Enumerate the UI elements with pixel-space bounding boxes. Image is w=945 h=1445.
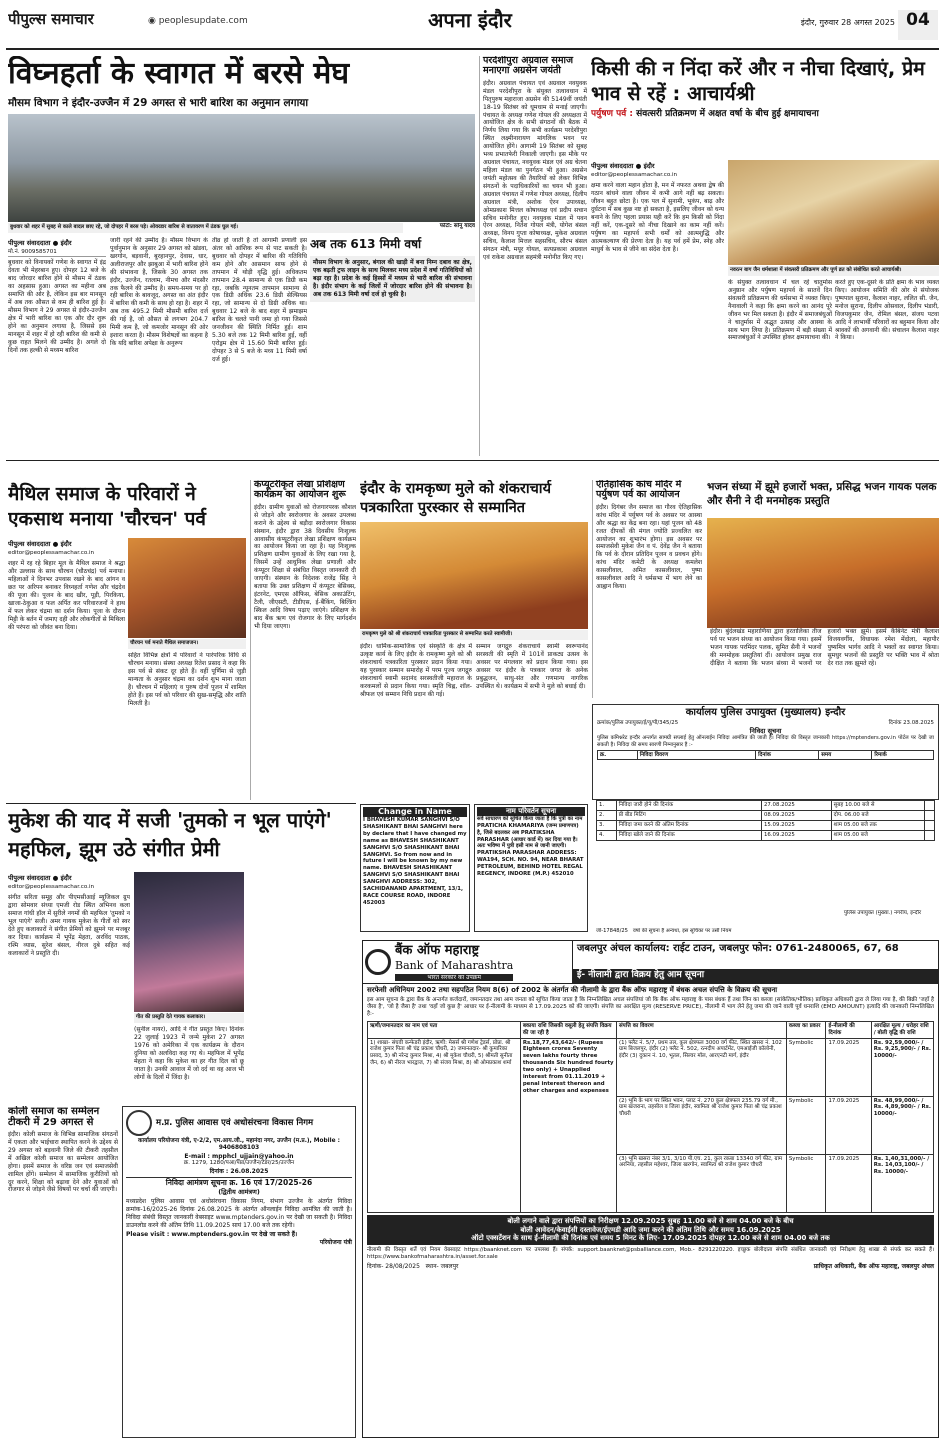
byline: पीपुल्स संवाददाता <box>8 239 51 247</box>
acharya-col-2: के संयुक्त तत्वावधान में चल रहे चातुर्मास अनुष्ठान और पर्युषण महापर्व के सातवें दिन संवत्सरी प्रतिक्रमण की धर्मसभा में व्यक्त किए। नैनावाली ने कहा कि क्षमा करने का आनंद पूरे जीवन भर मिल सकता है। इंदौर में समाजबंधुओं ने चातुर्मास में अद्भुत उत्साह और आस्था के साथ भाग लिया है। प्रतिक्रमण में बड़ी संख्या में समाजबंधुओं ने उपस्थित होकर क्षमायाचना की। <box>728 279 832 342</box>
lead-col-3: तीव्र हो जाती है तो आगामी प्रणाली इस अंतर को आंशिक रूप से पाट सकती है। बुधवार को दोपहर में बारिश की गतिविधि कम होने और आसमान साफ होने से तापमान में थोड़ी वृद्धि हुई। अधिकतम तापमान 28.4 सामान्य से एक डिग्री कम रहा, जबकि न्यूनतम तापमान सामान्य से एक डिग्री अधिक 23.6 डिग्री सेल्सियस रहा, जो सामान्य से दो डिग्री अधिक था। बुधवार 12 बजे के बाद शहर में झमाझम बारिश के चलते पानी जमा हो गया जिससे जनजीवन की स्थिति निर्मित हुई। शाम 5.30 बजे तक 12 मिमी बारिश हुई, वहीं एरोड्रम क्षेत्र में 15.60 मिमी बारिश हुई। दोपहर 3 से 5 बजे के मध्य 11 मिमी वर्षा दर्ज हुई। <box>212 237 307 363</box>
paper-name: पीपुल्स समाचार <box>8 10 94 28</box>
acharya-subhead: पर्युषण पर्व : संवत्सरी प्रतिक्रमण में अक्षत वर्षा के बीच हुई क्षमायाचना <box>591 108 819 119</box>
bank-bid-dates: बोली लगाने वाले द्वारा संपत्तियों का निरीक्षण 12.09.2025 सुबह 11.00 बजे से शाम 04.00 बजे के बीच बोली आवेदन/केवाईसी दस्तावेज/ईएमडी आदि जमा करने की अंतिम तिथि और समय 16.09.2025 ऑटो एक्सटेंशन के साथ ई-नीलामी की दिनांक एवं समय 5 मिनट के लिए- 17.09.2025 दोपहर 12.00 बजे से शाम 04.00 बजे तक <box>367 1215 934 1246</box>
story-agrasen <box>479 56 587 456</box>
table-row: (3) भूमि खसरा नंबर 3/1, 3/10 पी.एच. 21, कुल रकबा 13340 वर्ग फीट, ग्राम अरनिया, तहसील महेश्वर, जिला खरगोन, स्वामित्व श्री राजेश कुमार चौधरी Symbolic 17.09.2025 Rs. 1,40,31,000/- / Rs. 14,03,100/- / Rs. 10000/- <box>368 1154 934 1212</box>
table-row: 4. निविदा खोले जाने की दिनांक 16.09.2025 शाम 05.00 बजे <box>597 830 935 840</box>
mukesh-headline: मुकेश की याद में सजी 'तुमको न भूल पाएंगे' महफिल, झूम उठे संगीत प्रेमी <box>8 808 332 861</box>
mukesh-photo-caption: गीत की प्रस्तुति देते गायक कलाकार। <box>134 1013 244 1023</box>
award-photo-caption: रामकृष्ण मुले को श्री शंकराचार्य पत्रकारिता पुरस्कार से सम्मानित करते स्वामीजी। <box>360 630 588 640</box>
police-housing-tender: म.प्र. पुलिस आवास एवं अधोसंरचना विकास निगम कार्यालय परियोजना यंत्री, ए-2/2, एम.आय.जी., महानंदा नगर, उज्जैन (म.प्र.), Mobile : 9406808103 E-mail : mpphcl_ujjain@yahoo.in क्र. 1279, 1280/पआ/पप्रा/उज्जैन/टेडर/25/उज्जैन दिनांक : 26.08.2025 निविदा आमंत्रण सूचना क्र. 16 एवं 17/2025-26 (द्वितीय आमंत्रण) मध्यप्रदेश पुलिस आवास एवं अधोसंरचना विकास निगम, संभाग उज्जैन के अंतर्गत निविदा क्रमांक-16/2025-26 दिनांक 26.08.2025 के अंतर्गत ऑनलाईन निविदा आमंत्रित की जाती है। निविदा संबंधी विस्तृत जानकारी वेबसाइट www.mptenders.gov.in पर देखी जा सकती है। निविदा डाउनलोड करने की अंतिम तिथि 11.09.2025 सायं 17.00 बजे तक रहेगी। Please visit : www.mptenders.gov.in पर देखे जा सकते हैं। परियोजना यंत्री <box>122 1106 356 1438</box>
emblem-icon <box>126 1110 152 1136</box>
maithil-photo <box>128 538 246 638</box>
section-title: अपना इंदौर <box>428 8 512 32</box>
table-row: 2. प्री बीड मिटिंग 08.09.2025 दोप. 06.00 बजे <box>597 810 935 820</box>
table-row: 1. निविदा जारी होने की दिनांक 27.08.2025 सुबह 10.00 बजे से <box>597 801 935 811</box>
maithil-photo-caption: चौरचन पर्व मनाते मैथिल समाजजन। <box>128 639 246 649</box>
rain-box-text: मौसम विभाग के अनुसार, बंगाल की खाड़ी में बना निम्न दबाव का क्षेत्र, एक बढ़ती ट्रफ लाइन के साथ मिलकर मध्य प्रदेश में वर्षा गतिविधियों को बढ़ा रहा है। प्रदेश के कई हिस्सों में मध्यम से भारी बारिश की संभावना है। इंदौर संभाग के कई जिलों में जोरदार बारिश होने की संभावना है। अब तक 613 मिमी वर्षा दर्ज हो चुकी है। <box>310 256 475 302</box>
bhajan-headline: भजन संध्या में झूमे हजारों भक्त, प्रसिद्ध भजन गायक पलक और सैनी ने दी मनमोहक प्रस्तुति <box>707 481 937 508</box>
website: ◉ peoplesupdate.com <box>148 16 248 26</box>
acharya-headline: किसी की न निंदा करें और न नीचा दिखाएं, प्रेम भाव से रहें : आचार्यश्री <box>591 57 925 106</box>
police-signature: पुलिस उपायुक्त (मुख्या.) नगरीय, इन्दौर <box>843 910 922 916</box>
bhajan-col: इंदौर। बुंदेलखंड महाराणिया द्वारा हरतालिका तीज पर्व पर भजन संध्या का आयोजन किया गया। इसमें भजन गायक परमिंदर पलक, सुमित सैनी ने भजनों की मनमोहक प्रस्तुतियां दीं। आयोजन प्रमुख राज दीक्षित ने बताया कि भजन संध्या में भजनों पर हजारों भक्त झूमे। इसमें कैबिनेट मंत्री कैलाश विजयवर्गीय, विधायक रमेश मेंदोला, महापौर पुष्यमित्र भार्गव आदि ने भक्तों का स्वागत किया। सुमधुर भजनों की प्रस्तुति पर भक्ति भाव में श्रोता देर रात तक झूमते रहे। <box>710 628 939 667</box>
bank-auction-table: ऋणी/जमानतदार का नाम एवं पता बकाया राशि जिसकी वसूली हेतु संपत्ति विक्रय की जा रही है संपत्ति का विवरण कब्जा का प्रकार ई-नीलामी की दिनांक आरक्षित मूल्य / धरोहर राशि / बोली वृद्धि की राशि 1) शाखा- संघवी कन्फेडरी इंदौर, ऋणी: मेसर्स श्री गणेश ट्रेडर्स, प्रोप्रा. श्री राजेश कुमार पिता श्री चंद्र प्रकाश चौधरी, 2) जमानतदार- श्री कुमारिका प्रसाद, 3) श्री नरेन्द्र कुमार मिश्रा, 4) श्री मुकेश चौधरी, 5) श्रीमती सुनीता जैन, 6) श्री नीरज भारद्वाज, 7) श्री संजय मिश्रा, 8) श्री ओमप्रकाश शर्मा Rs.18,77,43,642/- (Rupees Eighteen crores Seventy seven lakhs fourty three thousands Six hundred fourty two only) + Unapplied interest from 01.11.2019 + penal interest thereon and other charges and expenses (1) फ्लैट नं. 5/7, प्रथम तल, कुल क्षेत्रफल 3000 वर्ग फीट, स्थित खसरा नं. 102 ग्राम बिजलपुर, इंदौर (2) फ्लैट नं. 502, रत्नदीप अपार्टमेंट, एमआईजी कॉलोनी, इंदौर (3) दुकान नं. 10, भूतल, सिल्वर मॉल, आरएनटी मार्ग, इंदौर Symbolic 17.09.2025 Rs. 92,59,000/- / Rs. 9,25,900/- / Rs. 10000/- (2) भूमि के भाग पर स्थित भवन, प्लाट नं. 270 कुल क्षेत्रफल 235.79 वर्ग मी., ग्राम खजराना, तहसील व जिला इंदौर, स्वामित्व श्री राजेश कुमार पिता श्री चंद्र प्रकाश चौधरी Symbolic 17.09.2025 Rs. 48,99,000/- / Rs. 4,89,900/- / Rs. 10000/- (3) भूमि खसरा नंबर 3/1, 3/10 पी.एच. 21, कुल रकबा 13340 वर्ग फीट, ग्राम अरनिया, तहसील महेश्वर, जिला खरगोन, स्वामित्व श्री राजेश कुमार चौधरी Symbolic 17.09.2025 Rs. 1,40,31,000/- / Rs. 14,03,100/- / Rs. 10000/- <box>367 1021 934 1213</box>
table-row: 1) शाखा- संघवी कन्फेडरी इंदौर, ऋणी: मेसर्स श्री गणेश ट्रेडर्स, प्रोप्रा. श्री राजेश कुमार पिता श्री चंद्र प्रकाश चौधरी, 2) जमानतदार- श्री कुमारिका प्रसाद, 3) श्री नरेन्द्र कुमार मिश्रा, 4) श्री मुकेश चौधरी, 5) श्रीमती सुनीता जैन, 6) श्री नीरज भारद्वाज, 7) श्री संजय मिश्रा, 8) श्री ओमप्रकाश शर्मा Rs.18,77,43,642/- (Rupees Eighteen crores Seventy seven lakhs fourty three thousands Six hundred fourty two only) + Unapplied interest from 01.11.2019 + penal interest thereon and other charges and expenses (1) फ्लैट नं. 5/7, प्रथम तल, कुल क्षेत्रफल 3000 वर्ग फीट, स्थित खसरा नं. 102 ग्राम बिजलपुर, इंदौर (2) फ्लैट नं. 502, रत्नदीप अपार्टमेंट, एमआईजी कॉलोनी, इंदौर (3) दुकान नं. 10, भूतल, सिल्वर मॉल, आरएनटी मार्ग, इंदौर Symbolic 17.09.2025 Rs. 92,59,000/- / Rs. 9,25,900/- / Rs. 10000/- <box>368 1038 934 1096</box>
award-headline: इंदौर के रामकृष्ण मुले को शंकराचार्य पत्रकारिता पुरस्कार से सम्मानित <box>360 481 551 516</box>
agrasen-text: इंदौर। अग्रवाल पंचायत एवं अग्रवाल नवयुवक मंडल परदेशीपुरा के संयुक्त तत्वावधान में पितृपुरुष महाराजा अग्रसेन की 5149वीं जयंती 18-19 सितंबर को धूमधाम से मनाई जाएगी। पंचायत के अध्यक्ष गणेश गोयल की अध्यक्षता में आयोजित क्षेत्र के सभी संगठनों की बैठक में निर्णय लिया गया कि सभी कार्यक्रम परदेशीपुरा स्थित लक्ष्मीनारायण मांगलिक भवन पर आयोजित होंगे। आगामी 19 सितंबर को सुबह भव्य प्रभातफेरी निकाली जाएगी। इस मौके पर अग्रवाल पंचायत, नवयुवक मंडल एवं अग्र चेतना महिला मंडल का पुनर्गठन भी हुआ। अग्रसेन जयंती महोत्सव की तैयारियों को लेकर विभिन्न संगठनों के पदाधिकारियों का चयन भी हुआ। अग्रवाल पंचायत में गणेश गोयल अध्यक्ष, दिलीप अग्रवाल मंत्री, अशोक ऐरन उपाध्यक्ष, ओमप्रकाश मित्तल कोषाध्यक्ष एवं प्रदीप सचान सचिव मनोनीत हुए। नवयुवक मंडल में पवन ऐरन अध्यक्ष, नितेश गोयल मंत्री, योगेश बंसल अध्यक्ष, विनय गुप्ता कोषाध्यक्ष, मुकेश अग्रवाल सचिव, कैलाश मित्तल सहसचिव, सौरभ बंसल संगठन मंत्री, मयूर गोयल, सत्यप्रकाश अग्रवाल एवं राकेश अग्रवाल सहमंत्री मनोनीत किए गए। <box>483 79 587 262</box>
lead-subhead: मौसम विभाग ने इंदौर-उज्जैन में 29 अगस्त से भारी बारिश का अनुमान लगाया <box>8 97 309 109</box>
police-notice-title: कार्यालय पुलिस उपायुक्त (मुख्यालय) इन्दौर <box>685 707 846 718</box>
lead-col-1: पीपुल्स संवाददाता ● इंदौर मो.नं. 9009585701 बुधवार को विनायकों गणेश के स्वागत में इंद्र देवता भी मेहरबान हुए। दोपहर 12 बजे के बाद जोरदार बारिश होने से मौसम में ठंडक का अहसास हुआ। अगस्त का महीना अब समाप्ति की ओर है, लेकिन इस बार मानसून में अब तक औसत से कम ही बारिश हुई है। मौसम विभाग ने 29 अगस्त से इंदौर-उज्जैन क्षेत्र में भारी बारिश का एक और दौर शुरू होने का अनुमान लगाया है, जिससे इस मानसून में शहर में हो रही बारिश की कमी से कुछ राहत मिलने की उम्मीद है। अगले दो दिनों तक हल्की से मध्यम बारिश <box>8 239 106 354</box>
paper-logo <box>8 10 138 38</box>
masthead <box>0 0 945 50</box>
agrasen-headline: परदेशीपुरा अग्रवाल समाज मनाएगा अग्रसेन जयंती <box>483 56 574 77</box>
story-jain: ऐतिहासिक कांच मंदिर में पर्युषण पर्व का आयोजन इंदौर। दिगंबर जैन समाज का गौरव ऐतिहासिक कांच मंदिर में पर्युषण पर्व के अवसर पर आस्था और श्रद्धा का केंद्र बना रहा। यहां पूजन को 48 रजत दीपकों की मंगल ज्योति प्रज्वलित कर आयोजन का शुभारंभ होगा। इस अवसर पर समाजसेवी मुकेश जैन व पं. देवेंद्र जैन ने बताया कि पर्व के दौरान प्रतिदिन पूजन व प्रवचन होंगे। कांच मंदिर कमेटी के अध्यक्ष कमलेश कासलीवाल, अमित कासलीवाल, पुष्पा कासलीवाल आदि ने धर्मसभा में भाग लेने का आह्वान किया। <box>592 480 702 698</box>
mukesh-col-2: (सुनील नायर), आदि ने गीत प्रस्तुत किए। दिनांक 22 जुलाई 1923 में जन्मे मुकेश 27 अगस्त 1976 को अमेरिका में एक कार्यक्रम के दौरान दुनिया को अलविदा कह गए थे। महफिल में भूपेंद्र मेहता ने कहा कि मुकेश का हर गीत दिल को छू जाता है। उनकी आवाज में जो दर्द था वह आज भी लोगों के दिलों में जिंदा है। <box>134 1026 244 1081</box>
mukesh-photo <box>134 872 244 1012</box>
award-photo <box>360 522 588 629</box>
story-computer: कंप्यूटरीकृत लेखा प्रशिक्षण कार्यक्रम का आयोजन शुरू इंदौर। ग्रामीण युवाओं को रोजगारपरक कौशल से जोड़ने और स्वरोजगार के अवसर उपलब्ध कराने के उद्देश्य से बड़ौदा स्वरोजगार विकास संस्थान, इंदौर द्वारा 38 दिवसीय निःशुल्क आवासीय कंप्यूटरीकृत लेखा प्रशिक्षण कार्यक्रम का आयोजन किया जा रहा है। यह निःशुल्क प्रशिक्षण ग्रामीण युवाओं के लिए रखा गया है, जिसमें उन्हें आधुनिक लेखा प्रणाली और कंप्यूटर शिक्षा से संबंधित विस्तृत जानकारी दी जाएगी। संस्थान के निदेशक राजेंद्र सिंह ने बताया कि उक्त प्रशिक्षण में कंप्यूटर बेसिक्स, इंटरनेट, एमएस ऑफिस, बेसिक अकाउंटिंग, टैली, जीएसटी, टीडीएस, ई-बैंकिंग, बिल्डिंग स्किल आदि विषय पढ़ाए जाएंगे। प्रशिक्षण के बाद बैंक ऋण एवं रोजगार के लिए मार्गदर्शन भी दिया जाएगा। <box>250 480 356 800</box>
acharya-photo-caption: नवरत्न बाग जैन धर्मशाला में संवत्सरी प्रतिक्रमण और पूर्ण व्रत को संबोधित करते आचार्यश्री। <box>728 266 939 276</box>
bank-auction-ad: बैंक ऑफ महाराष्ट्र Bank of Maharashtra भारत सरकार का उपक्रम जबलपुर अंचल कार्यालय: राईट टाउन, जबलपुर फोन: 0761-2480065, 67, 68 ई- नीलामी द्वारा विक्रय हेतु आम सूचना सरफेसी अधिनियम 2002 तथा सहपठित नियम 8(6) of 2002 के अंतर्गत की नीलामी के द्वारा बैंक ऑफ महाराष्ट्र में बंधक अचल संपत्ति के विक्रय की सूचना इस आम सूचना के द्वारा बैंक के अन्तर्गत कर्जदारों, जमानतदार तथा आम जनता को सूचित किया जाता है कि निम्नलिखित अचल संपत्तियां जो कि बैंक ऑफ महाराष्ट्र के पास बंधक हैं तथा जिन का कब्जा (सांकेतिक/भौतिक) प्राधिकृत अधिकारी द्वारा ले लिया गया है, की बिक्री 'जहाँ है जैसा है', 'जो है जैसा है' तथा 'वहाँ जो कुछ है' आधार पर ई-नीलामी के माध्यम से 17.09.2025 को की जाएगी। संपत्ति का आरक्षित मूल्य (RESERVE PRICE), नीलामी में भाग लेने हेतु जमा की जाने वाली पूर्व धनराशि (EMD AMOUNT) इत्यादि की जानकारी निम्नलिखित है:- ऋणी/जमानतदार का नाम एवं पता बकाया राशि जिसकी वसूली हेतु संपत्ति विक्रय की जा रही है संपत्ति का विवरण कब्जा का प्रकार ई-नीलामी की दिनांक आरक्षित मूल्य / धरोहर राशि / बोली वृद्धि की राशि 1) शाखा- संघवी कन्फेडरी इंदौर, ऋणी: मेसर्स श्री गणेश ट्रेडर्स, प्रोप्रा. श्री राजेश कुमार पिता श्री चंद्र प्रकाश चौधरी, 2) जमानतदार- श्री कुमारिका प्रसाद, 3) श्री नरेन्द्र कुमार मिश्रा, 4) श्री मुकेश चौधरी, 5) श्रीमती सुनीता जैन, 6) श्री नीरज भारद्वाज, 7) श्री संजय मिश्रा, 8) श्री ओमप्रकाश शर्मा Rs.18,77,43,642/- (Rupees Eighteen crores Seventy seven lakhs fourty three thousands Six hundred fourty two only) + Unapplied interest from 01.11.2019 + penal interest thereon and other charges and expenses (1) फ्लैट नं. 5/7, प्रथम तल, कुल क्षेत्रफल 3000 वर्ग फीट, स्थित खसरा नं. 102 ग्राम बिजलपुर, इंदौर (2) फ्लैट नं. 502, रत्नदीप अपार्टमेंट, एमआईजी कॉलोनी, इंदौर (3) दुकान नं. 10, भूतल, सिल्वर मॉल, आरएनटी मार्ग, इंदौर Symbolic 17.09.2025 Rs. 92,59,000/- / Rs. 9,25,900/- / Rs. 10000/- (2) भूमि के भाग पर स्थित भवन, प्लाट नं. 270 कुल क्षेत्रफल 235.79 वर्ग मी., ग्राम खजराना, तहसील व जिला इंदौर, स्वामित्व श्री राजेश कुमार पिता श्री चंद्र प्रकाश चौधरी Symbolic 17.09.2025 Rs. 48,99,000/- / Rs. 4,89,900/- / Rs. 10000/- (3) भूमि खसरा नंबर 3/1, 3/10 पी.एच. 21, कुल रकबा 13340 वर्ग फीट, ग्राम अरनिया, तहसील महेश्वर, जिला खरगोन, स्वामित्व श्री राजेश कुमार चौधरी Symbolic 17.09.2025 Rs. 1,40,31,000/- / Rs. 14,03,100/- / Rs. 10000/- बोली लगाने वाले द्वारा संपत्तियों का निरीक्षण 12.09.2025 सुबह 11.00 बजे से शाम 04.00 बजे के बीच बोली आवेदन/केवाईसी दस्तावेज/ईएमडी आदि जमा करने की अंतिम तिथि और समय 16.09.2025 ऑटो एक्सटेंशन के साथ ई-नीलामी की दिनांक एवं समय 5 मिनट के लिए- 17.09.2025 दोपहर 12.00 बजे से शाम 04.00 बजे तक नीलामी की विस्तृत शर्तें एवं नियम वेबसाइट https://baanknet.com पर उपलब्ध हैं। संपर्क: support.baanknet@psballiance.com, Mob.- 8291220220. इच्छुक बोलीदाता संपत्ति संबंधित जानकारी एवं निरीक्षण हेतु शाखा से संपर्क कर सकते हैं। https://www.bankofmaharashtra.in/asset.for.sale दिनांक- 28/08/2025 स्थान- जबलपुर प्राधिकृत अधिकारी, बैंक ऑफ महाराष्ट्र, जबलपुर अंचल <box>362 940 939 1438</box>
acharya-photo <box>728 160 939 265</box>
lead-photo <box>8 114 475 222</box>
table-row: 3. निविदा जमा करने की अंतिम दिनांक 15.09.2025 शाम 05.00 बजे तक <box>597 820 935 830</box>
lead-photo-credit: फोटो: सोनू यादव <box>439 223 475 229</box>
computer-headline: कंप्यूटरीकृत लेखा प्रशिक्षण कार्यक्रम का आयोजन शुरू <box>254 480 346 501</box>
lead-photo-caption: बुधवार को शहर में सुबह से काले बादल छाए रहे, जो दोपहर में बरस पड़े। ओवरडार बारिश से वातावरण में ठंडक घुल गई। <box>8 223 403 233</box>
award-col-2: सम्मान जगद्गुरु शंकराचार्य स्वामी स्वरूपानंद सरस्वती की स्मृति में 101वें प्राकट्य उत्सव के अवसर पर मंगलवार को प्रदान किया गया। इस अवसर पर इंदौर के पत्रकार जगत के अनेक प्रबुद्धजन, साधु-संत और गणमान्य नागरिक उपस्थित थे। कार्यक्रम में सभी ने मुले को बधाई दी। <box>476 643 588 690</box>
police-table-rows <box>596 800 935 878</box>
globe-icon: ◉ <box>148 16 159 26</box>
lead-headline: विघ्नहर्ता के स्वागत में बरसे मेघ <box>8 56 350 91</box>
acharya-col-1: पीपुल्स संवाददाता ● इंदौर editor@peoplessamachar.co.in क्षमा करने वाला महान होता है, मन में नफरत अथवा द्वेष की गठान बांधने वाला जीवन में कभी आगे नहीं बढ़ सकता। जीवन बहुत छोटा है। एक पल में सुनामी, भूकंप, बाढ़ और दुर्घटना में सब कुछ नष्ट हो सकता है, इसलिए जीवन को धन्य बनाने के लिए पहला प्रयास यही करें कि हम किसी को निंदा नहीं करें, एक-दूसरे को नीचा दिखाने का काम नहीं करें। पर्युषण का महापर्व सभी धर्मों को आत्मशुद्धि और आत्मकल्याण की प्रेरणा देता है। यह पर्व हमें प्रेम, स्नेह और माधुर्य के भाव से जीने का संदेश देता है। <box>591 162 724 253</box>
story-koli: कोली समाज का सम्मेलन टीकरी में 29 अगस्त से इंदौर। कोली समाज के विभिन्न सामाजिक संगठनों में एकता और भाईचारा स्थापित करने के उद्देश्य से 29 अगस्त को बड़वानी जिले की टीकरी तहसील में अखिल कोली समाज का सम्मेलन आयोजित होगा। इसमें समाज के वरिष्ठ जन एवं समाजसेवी शामिल होंगे। सम्मेलन में सामाजिक कुरीतियों को दूर करने, शिक्षा को बढ़ावा देने और युवाओं को रोजगार से जोड़ने जैसे विषयों पर चर्चा की जाएगी। <box>8 1106 118 1194</box>
mobile-number: मो.नं. 9009585701 <box>8 249 106 257</box>
change-name-box: Change in Name I BHAVESH KUMAR SANGHVI S/O SHASHIKANT BHAI SANGHVI here by declare that I have changed my name as BHAVESH SHASHIKANT SANGHVI S/O SHASHIKANT BHAI SANGHVI. So from now and in future I will be known by my new name. BHAVESH SHASHIKANT SANGHVI S/O SHASHIKANT BHAI SANGHVI ADDRESS: 302, SACHIDANAND APARTMENT, 13/1, RACE COURSE ROAD, INDORE 452003 <box>360 804 470 932</box>
rain-box-title: अब तक 613 मिमी वर्षा <box>310 237 422 251</box>
page-number: 04 <box>898 10 938 40</box>
mukesh-col-1: पीपुल्स संवाददाता ● इंदौर editor@peoplessamachar.co.in संगीत सरिता समूह और पीएमसीआई म्यूजिकल ग्रुप द्वारा सोमवार संध्या एमजी रोड स्थित अभिनव कला समाज गांधी हॉल में सुरीले नगमों की महफिल 'तुमको न भूल पाएंगे' सजी। अमर गायक मुकेश के गीतों को स्वर देते हुए कलाकारों ने संगीत प्रेमियों को झूमने पर मजबूर कर दिया। कार्यक्रम में भूपेंद्र मेहता, अरविंद पाठक, रश्मि व्यास, सुरेश बंसल, नीरज दुबे सहित कई कलाकारों ने प्रस्तुति दी। <box>8 874 130 957</box>
maithil-col-1: पीपुल्स संवाददाता ● इंदौर editor@peoplessamachar.co.in शहर में रह रहे बिहार मूल के मैथिल समाज ने श्रद्धा और उल्लास के साथ चौरचन (चौठचंद्र) पर्व मनाया। महिलाओं ने दिनभर उपवास रखने के बाद आंगन व छत पर अरिपन बनाकर विघ्नहर्ता गणेश और चंद्रदेव की पूजा की। पूजन के बाद खीर, पूड़ी, पिरकिया, खाजा-ठेकुआ व फल अर्पित कर परिवारजनों ने हाथ में फल लेकर चंद्रमा का दर्शन किया। पूजा के दौरान मिट्टी के बर्तन में जमाए दही और लोकगीतों से मिथिला की परंपरा को जीवंत बना दिया। <box>8 540 125 631</box>
place: इंदौर <box>60 239 72 247</box>
mukesh-col-3 <box>248 872 356 1100</box>
koli-headline: कोली समाज का सम्मेलन टीकरी में 29 अगस्त से <box>8 1106 100 1128</box>
name-change-hi-box: नाम परिवर्तन सूचना सर्व साधारण को सूचित किया जाता है कि पुत्री का नाम PRATICHA KHAMARIYA (जन्म प्रमाणपत्र) है, जिसे बदलकर अब PRATIKSHA PARASHAR (आधार कार्ड में) कर दिया गया है। अतः भविष्य में पुत्री इसी नाम से जानी जाएगी। PRATIKSHA PARASHAR ADDRESS: WA194, SCH. NO. 94, NEAR BHARAT PETROLEUM, BEHIND HOTEL REGAL REGENCY, INDORE (M.P.) 452010 <box>474 804 588 932</box>
police-schedule-table: क्र. निविदा विवरण दिनांक समय रिमार्क <box>597 750 934 761</box>
police-notice: कार्यालय पुलिस उपायुक्त (मुख्यालय) इन्दौर क्रमांक/पुलिस उपायुक्त/ई/यू/पी/345/25 दिनांक 23.08.2025 निविदा सूचना पुलिस कमिश्नरेट इन्दौर अन्तर्गत सामग्री सप्लाई हेतु ऑनलाईन निविदा आमंत्रित की जाती है। निविदा की विस्तृत जानकारी https://mptenders.gov.in पोर्टल पर देखी जा सकती है। निविदा की समय सारणी निम्नानुसार है :- क्र. निविदा विवरण दिनांक समय रिमार्क <box>592 704 939 800</box>
maithil-headline: मैथिल समाज के परिवारों ने एकसाथ मनाया 'चौरचन' पर्व <box>8 483 206 531</box>
acharya-col-3: करते हुए एक-दूसरे के प्रति क्षमा के भाव व्यक्त किए। आयोजन समिति की ओर से संयोजक पुष्पपाल सुराना, कैलाश नाहर, ललित सी. जैन, मनोज सुराना, दिलीप ओसवाल, दिलीप भंडारी, विजयकुमार जैन, रोमिल बंसल, संजय पटवा आदि ने लाभार्थी परिवारों का बहुमान किया और श्रावकों की अगवानी की। संचालन कैलाश नाहर ने किया। <box>835 279 939 342</box>
bank-logo-icon <box>365 949 391 975</box>
jain-headline: ऐतिहासिक कांच मंदिर में पर्युषण पर्व का आयोजन <box>596 480 682 501</box>
table-row: (2) भूमि के भाग पर स्थित भवन, प्लाट नं. 270 कुल क्षेत्रफल 235.79 वर्ग मी., ग्राम खजराना, तहसील व जिला इंदौर, स्वामित्व श्री राजेश कुमार पिता श्री चंद्र प्रकाश चौधरी Symbolic 17.09.2025 Rs. 48,99,000/- / Rs. 4,89,900/- / Rs. 10000/- <box>368 1096 934 1154</box>
dateline: इंदौर, गुरुवार 28 अगस्त 2025 <box>800 18 895 27</box>
lead-col-2: जारी रहने की उम्मीद है। मौसम विभाग के पूर्वानुमान के अनुसार 29 अगस्त को खंडवा, खरगोन, बड़वानी, बुरहानपुर, देवास, धार, अलीराजपुर और झाबुआ में भारी बारिश होने की संभावना है, जिसके 30 अगस्त तक इंदौर, उज्जैन, रतलाम, नीमच और मंदसौर तक फैलने की उम्मीद है। समय-समय पर हो रही बारिश के बावजूद, अगस्त का अंत इंदौर में बारिश की कमी के साथ हो रहा है। शहर में अब तक 495.2 मिमी मौसमी बारिश दर्ज की गई है, जो औसत से लगभग 204.7 मिमी कम है, जो कमजोर मानसून की ओर इशारा करता है। मौसम विशेषज्ञों का कहना है कि यदि बारिश अपेक्षा के अनुरूप <box>110 237 208 347</box>
rain-box <box>310 237 475 455</box>
lead-text: बुधवार को विनायकों गणेश के स्वागत में इंद्र देवता भी मेहरबान हुए। दोपहर 12 बजे के बाद जोरदार बारिश होने से मौसम में ठंडक का अहसास हुआ। अगस्त का महीना अब समाप्ति की ओर है, लेकिन इस बार मानसून में अब तक औसत से कम ही बारिश हुई है। मौसम विभाग ने 29 अगस्त से इंदौर-उज्जैन क्षेत्र में भारी बारिश का एक और दौर शुरू होने का अनुमान लगाया है, जिससे इस मानसून में शहर में हो रही बारिश की कमी से कुछ राहत मिलने की उम्मीद है। अगले दो दिनों तक हल्की से मध्यम बारिश <box>8 259 106 354</box>
award-col-1: इंदौर। धार्मिक-सामाजिक एवं संस्कृति के क्षेत्र में उत्कृष्ट कार्य के लिए इंदौर के रामकृष्ण मुले को श्री शंकराचार्य पत्रकारिता पुरस्कार प्रदान किया गया। यह पुरस्कार सम्मान समारोह में परम पूज्य जगद्गुरु शंकराचार्य स्वामी सदानंद सरस्वतीजी महाराज के करकमलों से प्रदान किया गया। स्मृति चिह्न, शॉल-श्रीफल एवं सम्मान निधि प्रदान की गई। <box>360 643 472 698</box>
maithil-col-2: सहित विभिन्न क्षेत्रों में परिवारों ने पारंपरिक विधि से चौरचन मनाया। संस्था अध्यक्ष रितेश प्रसाद ने कहा कि इस पर्व से संकट दूर होते हैं। वहीं पूर्णिमा से जुड़ी मान्यता के अनुसार चंद्रमा का दर्शन शुभ माना जाता है। चौरचन में महिलाएं व पुरुष दोनों पूजन में शामिल होते हैं। इस पर्व को परिवार की सुख-समृद्धि और शांति मिलती है। <box>128 652 246 707</box>
police-footer: जी-17848/25 वर्षा की सूचना है अन्यथा, इस सूचिका पर उसी नियम <box>596 928 732 934</box>
bhajan-photo <box>707 518 939 628</box>
